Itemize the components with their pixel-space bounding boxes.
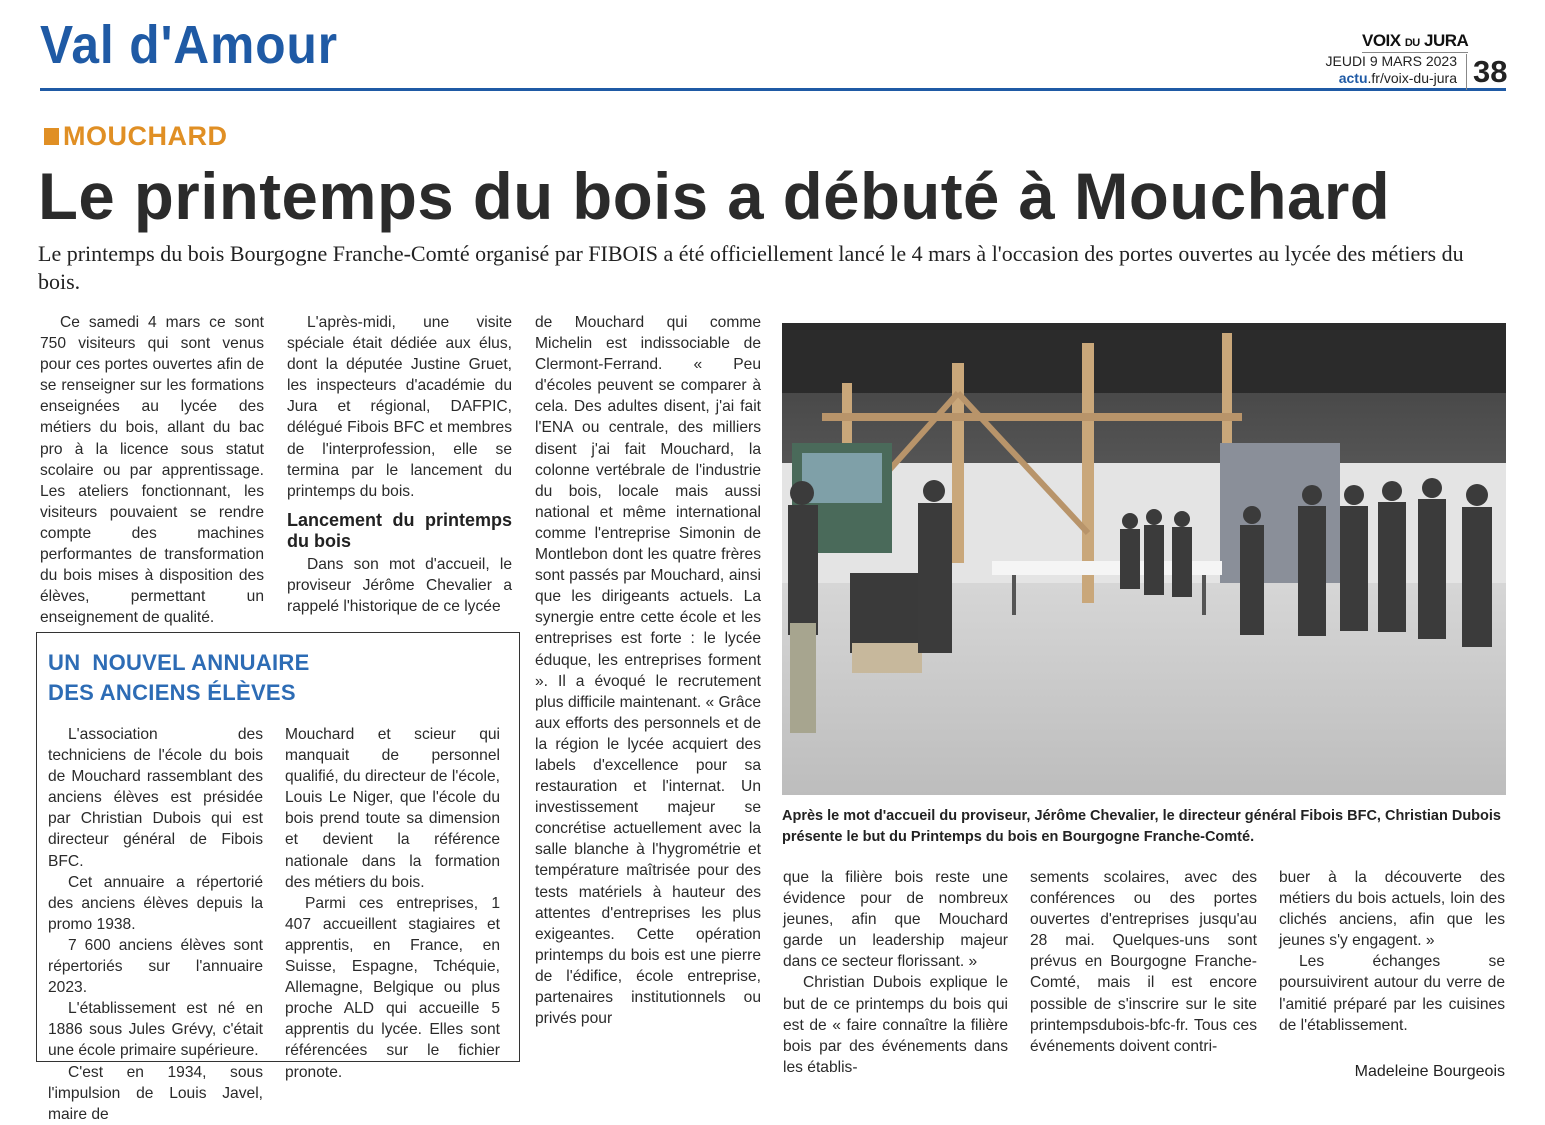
- issue-date: JEUDI 9 MARS 2023: [1325, 53, 1457, 69]
- sidebar-left-paragraph-2: Cet annuaire a répertorié des anciens élèves depuis la promo 1938.: [48, 873, 263, 933]
- header-rule: [40, 88, 1506, 91]
- sidebar-left-paragraph-3: 7 600 anciens élèves sont répertoriés sur l'annuaire 2023.: [48, 936, 263, 997]
- sidebar-right-paragraph-2: Parmi ces entreprises, 1 407 accueillent stagiaires et apprentis, en France, en Suisse, Espagne, Tchéquie, Allemagne, Belgique ou plus proche ALD qui accueille 5 apprentis du lycée. Elles sont référencées sur le fichier pronote.: [285, 894, 500, 1081]
- box-title-line-2: DES ANCIENS ÉLÈVES: [48, 680, 296, 705]
- article-byline: Madeleine Bourgeois: [1354, 1063, 1505, 1080]
- sidebar-left-paragraph-1: L'association des techniciens de l'école du bois de Mouchard rassemblant des anciens élèves est présidée par Christian Dubois qui est directeur général de Fibois BFC.: [48, 726, 263, 870]
- kicker-square-icon: [44, 128, 59, 145]
- sidebar-left-paragraph-4: L'établissement est né en 1886 sous Jules Grévy, c'était une école primaire supérieure.: [48, 1000, 263, 1060]
- sidebar-right-paragraph-1: Mouchard et scieur qui manquait de personnel qualifié, du directeur de l'école, Louis Le Niger, que l'école du bois prend toute sa dimension et devient la référence nationale dans la formation des métiers du bois.: [285, 726, 500, 891]
- article-photo: [782, 323, 1506, 795]
- box-title-line-1: [48, 648, 310, 678]
- photo-caption: Après le mot d'accueil du proviseur, Jérôme Chevalier, le directeur général Fibois BFC, Christian Dubois présente le but du Printemps du bois en Bourgogne Franche-Comté.: [782, 808, 1501, 845]
- column-3-paragraph: de Mouchard qui comme Michelin est indissociable de Clermont-Ferrand. « Peu d'écoles peuvent se comparer à cela. Des adultes disent, j'ai fait l'ENA ou centrale, des milliers disent j'ai fait Mouchard, la colonne vertébrale de l'industrie du bois, locale mais aussi national et même international comme l'entreprise Simonin de Montlebon dont les quatre frères sont passés par Mouchard, ainsi que les dirigeants actuels. La synergie entre cette école et les entreprises est forte : le lycée éduque, les entreprises forment ». Il a évoqué le recrutement plus difficile maintenant. « Grâce aux efforts des personnels et de la région le lycée acquiert des labels d'excellence pour sa restauration et l'internat. Un investissement majeur se concrétise actuellement avec la salle blanche à l'hygrométrie et température maîtrisée pour des tests matériels à hauteur des attentes d'entreprises les plus exigeantes. Cette opération printemps du bois est une pierre de l'édifice, école entreprise, partenaires institutionnels ou privés pour: [535, 314, 761, 1028]
- box-title-words: NOUVEL ANNUAIRE: [92, 650, 310, 675]
- column-2-paragraph-2: Dans son mot d'accueil, le proviseur Jérôme Chevalier a rappelé l'historique de ce lycée: [287, 555, 512, 616]
- column-4-paragraph-2: Christian Dubois explique le but de ce printemps du bois qui est de « faire connaître la filière bois par des événements dans les établis-: [783, 974, 1008, 1076]
- column-6-paragraph-1: buer à la découverte des métiers du bois actuels, loin des clichés anciens, afin que les jeunes s'y engagent. »: [1279, 869, 1505, 950]
- column-4-paragraph-1: que la filière bois reste une évidence pour de nombreux jeunes, afin que Mouchard garde un leadership majeur dans ce secteur florissant. »: [783, 869, 1008, 971]
- article-kicker: MOUCHARD: [63, 121, 228, 151]
- article-column-5: [1030, 867, 1257, 1057]
- article-column-2: [287, 312, 512, 617]
- masthead-word-3: JURA: [1423, 31, 1469, 50]
- photo-illustration: [782, 323, 1506, 795]
- column-5-paragraph: sements scolaires, avec des conférences ou des portes ouvertes d'entreprises jusqu'au 28 mai. Quelques-uns sont prévus en Bourgogne Franche-Comté, mais il est encore possible de s'inscrire sur le site printempsdubois-bfc-fr. Tous ces événements doivent contri-: [1030, 869, 1257, 1055]
- article-column-6: [1279, 867, 1505, 1036]
- column-1-paragraph: Ce samedi 4 mars ce sont 750 visiteurs qui sont venus pour ces portes ouvertes afin de se renseigner sur les formations enseignées au lycée des métiers du bois, allant du bac pro à la licence sous statut scolaire ou par apprentissage. Les ateliers fonctionnant, les visiteurs pouvaient se rendre compte des machines performantes de transformation du bois mises à disposition des élèves, permettant un enseignement de qualité.: [40, 314, 264, 627]
- sidebar-column-right: [285, 724, 500, 1083]
- page-number: 38: [1466, 54, 1507, 90]
- sidebar-box-title: [48, 648, 310, 708]
- url-prefix: actu: [1338, 70, 1368, 86]
- article-headline: Le printemps du bois a débuté à Mouchard: [38, 159, 1391, 233]
- article-lede: Le printemps du bois Bourgogne Franche-Comté organisé par FIBOIS a été officiellement lancé le 4 mars à l'occasion des portes ouvertes au lycée des métiers du bois.: [38, 241, 1464, 294]
- section-title: Val d'Amour: [40, 15, 338, 75]
- column-6-paragraph-2: Les échanges se poursuivirent autour du verre de l'amitié préparé par les cuisines de l'établissement.: [1279, 953, 1505, 1034]
- article-subheading: Lancement du printemps du bois: [287, 509, 512, 551]
- website-url: [1339, 70, 1457, 86]
- newspaper-masthead: [1362, 31, 1468, 53]
- sidebar-left-paragraph-5: C'est en 1934, sous l'impulsion de Louis Javel, maire de: [48, 1063, 263, 1123]
- article-column-4: [783, 867, 1008, 1078]
- url-rest: .fr/voix-du-jura: [1367, 70, 1457, 86]
- article-column-3: [535, 312, 761, 1029]
- sidebar-column-left: [48, 724, 263, 1125]
- column-2-paragraph-1: L'après-midi, une visite spéciale était dédiée aux élus, dont la députée Justine Gruet, les inspecteurs d'académie du Jura et régional, DAFPIC, délégué Fibois BFC et membres de l'interprofession, elle se termina par le lancement du printemps du bois.: [287, 314, 512, 500]
- article-column-1: [40, 312, 264, 628]
- box-title-word-un: UN: [48, 650, 81, 675]
- masthead-word-1: VOIX: [1362, 31, 1401, 50]
- masthead-word-2: DU: [1404, 37, 1420, 49]
